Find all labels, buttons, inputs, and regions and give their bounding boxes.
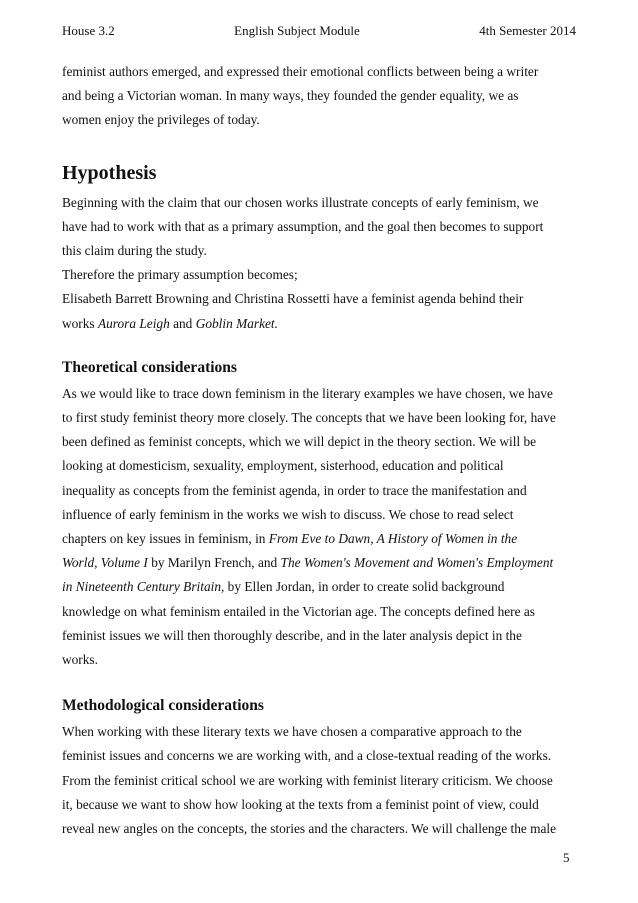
theoretical-paragraph: As we would like to trace down feminism in the literary examples we have chosen, we have to first study feminist theory more closely. The concepts that we have been looking for, have been defined as feminist concepts, which we will depict in the theory section. We will be looking at domesticism, sexuality, employment, sisterhood, education and political inequality as concepts from the feminist agenda, in order to trace the manifestation and influence of early feminism in the works we wish to discuss. We chose to read select chapters on key issues in feminism, in From Eve to Dawn, A History of Women in the World, Volume I by Marilyn French, and The Women's Movement and Women's Employment in Nineteenth Century Britain, by Ellen Jordan, in order to create solid background knowledge on what feminism entailed in the Victorian age. The concepts defined here as feminist issues we will then thoroughly describe, and in the later analysis depict in the works. xyxy=(62,385,556,668)
page-body xyxy=(62,60,576,841)
title-goblin-market: Goblin Market. xyxy=(195,315,278,331)
methodological-paragraph: When working with these literary texts we have chosen a comparative approach to the feminist issues and concerns we are working with, and a close-textual reading of the works. From the feminist critical school we are working with feminist literary criticism. We choose it, because we want to show how looking at the texts from a feminist point of view, could reveal new angles on the concepts, the stories and the characters. We will challenge the male xyxy=(62,724,557,837)
page-number: 5 xyxy=(563,850,570,865)
title-from-eve-to-dawn: From Eve to Dawn, A History of Women in the xyxy=(268,531,518,547)
hypothesis-paragraph: Beginning with the claim that our chosen works illustrate concepts of early feminism, we have had to work with that as a primary assumption, and the goal then becomes to support this claim during the study. Therefore the primary assumption becomes; Elisabeth Barrett Browning and Christina Rossetti have a feminist agenda behind their works Aurora Leigh and Goblin Market. xyxy=(62,194,544,331)
hypothesis-heading: Hypothesis xyxy=(62,161,157,184)
methodological-heading: Methodological considerations xyxy=(62,697,264,715)
intro-paragraph: feminist authors emerged, and expressed their emotional conflicts between being a writer and being a Victorian woman. In many ways, they founded the gender equality, we as women enjoy the privileges of today. xyxy=(62,64,539,128)
theoretical-heading: Theoretical considerations xyxy=(62,358,237,376)
header-left: House 3.2 xyxy=(62,23,115,38)
title-aurora-leigh: Aurora Leigh xyxy=(97,315,170,331)
header-center: English Subject Module xyxy=(234,23,360,38)
header-right: 4th Semester 2014 xyxy=(479,23,576,38)
page-header xyxy=(62,23,576,39)
title-womens-movement: The Women's Movement and Women's Employment xyxy=(280,555,554,571)
